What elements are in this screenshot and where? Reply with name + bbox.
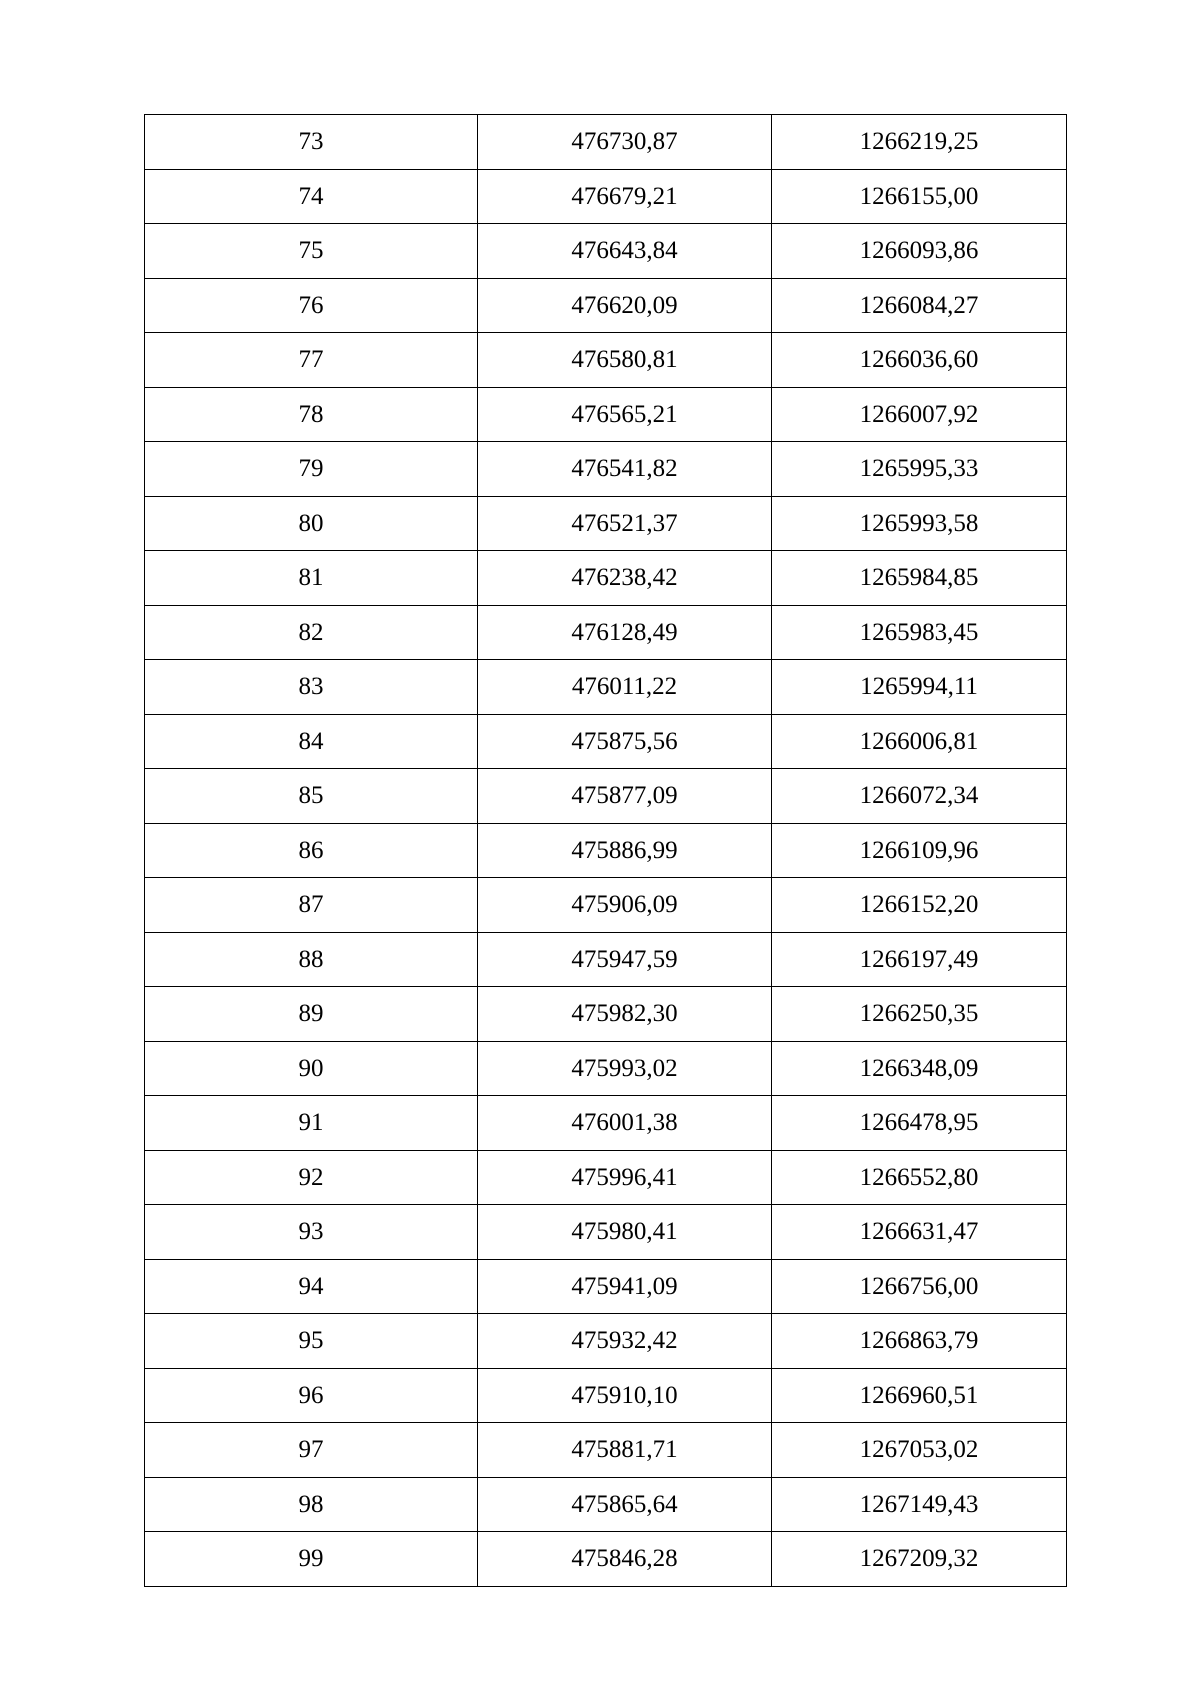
coordinates-table-body <box>145 115 1067 1587</box>
y-coordinate-cell: 1265995,33 <box>772 442 1067 497</box>
table-row <box>145 115 1067 170</box>
x-coordinate-cell: 476541,82 <box>478 442 772 497</box>
y-coordinate-cell: 1266348,09 <box>772 1041 1067 1096</box>
table-row <box>145 551 1067 606</box>
point-number-cell: 99 <box>145 1532 478 1587</box>
y-coordinate-cell: 1267209,32 <box>772 1532 1067 1587</box>
table-row <box>145 769 1067 824</box>
point-number-cell: 92 <box>145 1150 478 1205</box>
x-coordinate-cell: 476011,22 <box>478 660 772 715</box>
y-coordinate-cell: 1265993,58 <box>772 496 1067 551</box>
table-row <box>145 1423 1067 1478</box>
point-number-cell: 89 <box>145 987 478 1042</box>
point-number-cell: 77 <box>145 333 478 388</box>
y-coordinate-cell: 1266197,49 <box>772 932 1067 987</box>
y-coordinate-cell: 1266863,79 <box>772 1314 1067 1369</box>
y-coordinate-cell: 1266036,60 <box>772 333 1067 388</box>
point-number-cell: 90 <box>145 1041 478 1096</box>
point-number-cell: 78 <box>145 387 478 442</box>
y-coordinate-cell: 1266219,25 <box>772 115 1067 170</box>
y-coordinate-cell: 1266109,96 <box>772 823 1067 878</box>
point-number-cell: 74 <box>145 169 478 224</box>
x-coordinate-cell: 475932,42 <box>478 1314 772 1369</box>
point-number-cell: 93 <box>145 1205 478 1260</box>
x-coordinate-cell: 476238,42 <box>478 551 772 606</box>
x-coordinate-cell: 475877,09 <box>478 769 772 824</box>
x-coordinate-cell: 476521,37 <box>478 496 772 551</box>
table-row <box>145 987 1067 1042</box>
x-coordinate-cell: 476565,21 <box>478 387 772 442</box>
y-coordinate-cell: 1266756,00 <box>772 1259 1067 1314</box>
table-row <box>145 1532 1067 1587</box>
table-row <box>145 605 1067 660</box>
x-coordinate-cell: 476001,38 <box>478 1096 772 1151</box>
point-number-cell: 98 <box>145 1477 478 1532</box>
x-coordinate-cell: 476128,49 <box>478 605 772 660</box>
table-row <box>145 1150 1067 1205</box>
point-number-cell: 75 <box>145 224 478 279</box>
x-coordinate-cell: 475941,09 <box>478 1259 772 1314</box>
x-coordinate-cell: 475865,64 <box>478 1477 772 1532</box>
x-coordinate-cell: 475910,10 <box>478 1368 772 1423</box>
point-number-cell: 87 <box>145 878 478 933</box>
point-number-cell: 88 <box>145 932 478 987</box>
table-row <box>145 224 1067 279</box>
point-number-cell: 96 <box>145 1368 478 1423</box>
point-number-cell: 73 <box>145 115 478 170</box>
y-coordinate-cell: 1266152,20 <box>772 878 1067 933</box>
table-row <box>145 333 1067 388</box>
point-number-cell: 76 <box>145 278 478 333</box>
y-coordinate-cell: 1266084,27 <box>772 278 1067 333</box>
y-coordinate-cell: 1265994,11 <box>772 660 1067 715</box>
point-number-cell: 95 <box>145 1314 478 1369</box>
point-number-cell: 81 <box>145 551 478 606</box>
point-number-cell: 85 <box>145 769 478 824</box>
point-number-cell: 84 <box>145 714 478 769</box>
x-coordinate-cell: 475980,41 <box>478 1205 772 1260</box>
table-row <box>145 1259 1067 1314</box>
y-coordinate-cell: 1266007,92 <box>772 387 1067 442</box>
table-row <box>145 442 1067 497</box>
table-row <box>145 714 1067 769</box>
y-coordinate-cell: 1266093,86 <box>772 224 1067 279</box>
table-row <box>145 1314 1067 1369</box>
x-coordinate-cell: 476580,81 <box>478 333 772 388</box>
table-row <box>145 1205 1067 1260</box>
table-row <box>145 823 1067 878</box>
x-coordinate-cell: 475875,56 <box>478 714 772 769</box>
point-number-cell: 86 <box>145 823 478 878</box>
table-row <box>145 1041 1067 1096</box>
table-row <box>145 1477 1067 1532</box>
coordinates-table <box>144 114 1067 1587</box>
table-row <box>145 660 1067 715</box>
point-number-cell: 82 <box>145 605 478 660</box>
x-coordinate-cell: 475993,02 <box>478 1041 772 1096</box>
table-row <box>145 278 1067 333</box>
point-number-cell: 83 <box>145 660 478 715</box>
table-row <box>145 1096 1067 1151</box>
point-number-cell: 97 <box>145 1423 478 1478</box>
x-coordinate-cell: 476730,87 <box>478 115 772 170</box>
x-coordinate-cell: 475996,41 <box>478 1150 772 1205</box>
x-coordinate-cell: 476620,09 <box>478 278 772 333</box>
y-coordinate-cell: 1266072,34 <box>772 769 1067 824</box>
point-number-cell: 91 <box>145 1096 478 1151</box>
x-coordinate-cell: 475881,71 <box>478 1423 772 1478</box>
y-coordinate-cell: 1266006,81 <box>772 714 1067 769</box>
y-coordinate-cell: 1266478,95 <box>772 1096 1067 1151</box>
x-coordinate-cell: 475906,09 <box>478 878 772 933</box>
x-coordinate-cell: 476679,21 <box>478 169 772 224</box>
y-coordinate-cell: 1265983,45 <box>772 605 1067 660</box>
x-coordinate-cell: 475982,30 <box>478 987 772 1042</box>
point-number-cell: 94 <box>145 1259 478 1314</box>
x-coordinate-cell: 475947,59 <box>478 932 772 987</box>
table-row <box>145 169 1067 224</box>
y-coordinate-cell: 1266631,47 <box>772 1205 1067 1260</box>
y-coordinate-cell: 1266552,80 <box>772 1150 1067 1205</box>
x-coordinate-cell: 476643,84 <box>478 224 772 279</box>
y-coordinate-cell: 1267149,43 <box>772 1477 1067 1532</box>
y-coordinate-cell: 1267053,02 <box>772 1423 1067 1478</box>
table-row <box>145 387 1067 442</box>
x-coordinate-cell: 475886,99 <box>478 823 772 878</box>
point-number-cell: 80 <box>145 496 478 551</box>
table-row <box>145 496 1067 551</box>
y-coordinate-cell: 1266250,35 <box>772 987 1067 1042</box>
y-coordinate-cell: 1265984,85 <box>772 551 1067 606</box>
point-number-cell: 79 <box>145 442 478 497</box>
table-row <box>145 878 1067 933</box>
table-row <box>145 932 1067 987</box>
x-coordinate-cell: 475846,28 <box>478 1532 772 1587</box>
y-coordinate-cell: 1266960,51 <box>772 1368 1067 1423</box>
table-row <box>145 1368 1067 1423</box>
y-coordinate-cell: 1266155,00 <box>772 169 1067 224</box>
